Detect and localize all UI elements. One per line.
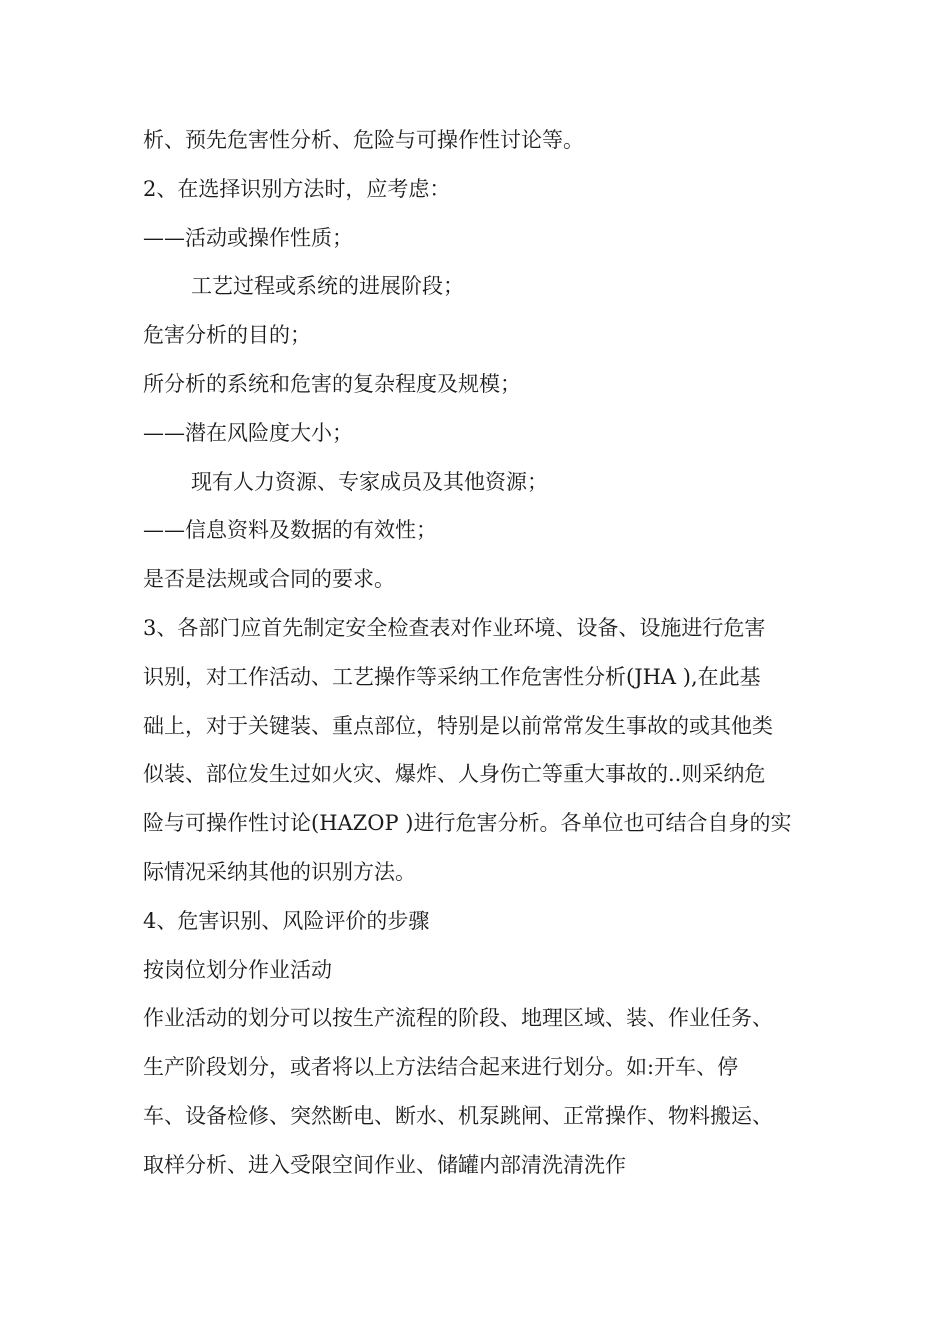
text-line: 识别，对工作活动、工艺操作等采纳工作危害性分析(JHA ),在此基 — [143, 664, 761, 689]
text-line: 2、在选择识别方法时，应考虑： — [143, 176, 451, 201]
text-line: 础上，对于关键装、重点部位，特别是以前常常发生事故的或其他类 — [143, 713, 773, 738]
text-line: 险与可操作性讨论(HAZOP )进行危害分析。各单位也可结合自身的实 — [143, 811, 792, 836]
text-line: 按岗位划分作业活动 — [143, 957, 332, 982]
text-line: 生产阶段划分，或者将以上方法结合起来进行划分。如:开车、停 — [143, 1055, 739, 1080]
text-line: 现有人力资源、专家成员及其他资源； — [191, 469, 548, 494]
text-line: ——信息资料及数据的有效性； — [143, 518, 437, 543]
text-line: 析、预先危害性分析、危险与可操作性讨论等。 — [143, 128, 584, 152]
text-line: 工艺过程或系统的进展阶段； — [191, 274, 464, 299]
body-text — [143, 116, 823, 1190]
text-line: 际情况采纳其他的识别方法。 — [143, 859, 416, 884]
text-line: 所分析的系统和危害的复杂程度及规模； — [143, 371, 521, 396]
text-line: 4、危害识别、风险评价的步骤 — [143, 908, 430, 933]
text-line: 危害分析的目的； — [143, 323, 311, 348]
text-line: 是否是法规或合同的要求。 — [143, 567, 395, 592]
text-line: 似装、部位发生过如火灾、爆炸、人身伤亡等重大事故的..则采纳危 — [143, 762, 766, 787]
text-line: 3、各部门应首先制定安全检查表对作业环境、设备、设施进行危害 — [143, 615, 766, 640]
text-line: 车、设备检修、突然断电、断水、机泵跳闸、正常操作、物料搬运、 — [143, 1103, 773, 1128]
text-line: ——活动或操作性质； — [143, 225, 353, 250]
text-line: 作业活动的划分可以按生产流程的阶段、地理区域、装、作业任务、 — [143, 1006, 773, 1031]
text-line: 取样分析、进入受限空间作业、储罐内部清洗清洗作 — [143, 1152, 626, 1177]
text-line: ——潜在风险度大小； — [143, 420, 353, 445]
